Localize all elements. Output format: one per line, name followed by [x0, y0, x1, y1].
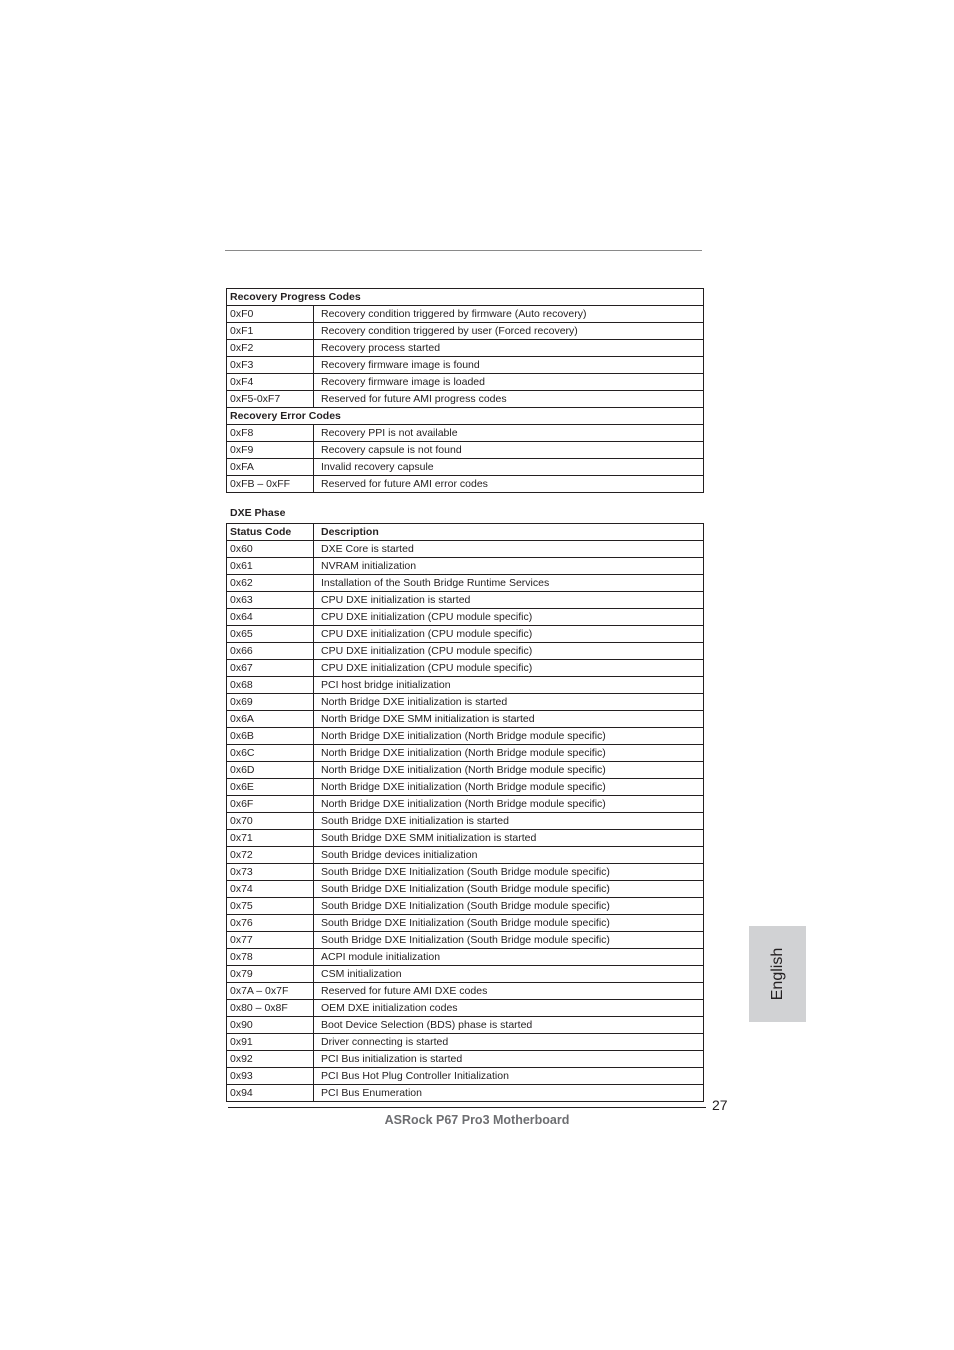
description-cell: PCI Bus Hot Plug Controller Initialization — [314, 1068, 704, 1085]
description-cell: Invalid recovery capsule — [314, 459, 704, 476]
description-cell: Installation of the South Bridge Runtime Services — [314, 575, 704, 592]
description-cell: Reserved for future AMI progress codes — [314, 391, 704, 408]
table-row — [227, 677, 704, 694]
status-code-cell: 0xFA — [227, 459, 314, 476]
table-row — [227, 779, 704, 796]
table-row — [227, 898, 704, 915]
status-code-cell: 0x72 — [227, 847, 314, 864]
table-row — [227, 932, 704, 949]
status-code-cell: 0xF9 — [227, 442, 314, 459]
table-row — [227, 626, 704, 643]
status-code-cell: 0x73 — [227, 864, 314, 881]
status-code-cell: 0x78 — [227, 949, 314, 966]
description-cell: North Bridge DXE initialization (North Bridge module specific) — [314, 762, 704, 779]
description-cell: North Bridge DXE SMM initialization is started — [314, 711, 704, 728]
description-cell: NVRAM initialization — [314, 558, 704, 575]
description-cell: South Bridge DXE Initialization (South Bridge module specific) — [314, 864, 704, 881]
status-code-cell: 0x6A — [227, 711, 314, 728]
section-title: Recovery Progress Codes — [227, 289, 704, 306]
description-cell: ACPI module initialization — [314, 949, 704, 966]
description-cell: Driver connecting is started — [314, 1034, 704, 1051]
table-row — [227, 813, 704, 830]
status-code-cell: 0x67 — [227, 660, 314, 677]
table-row — [227, 864, 704, 881]
table-row — [227, 541, 704, 558]
status-code-cell: 0x90 — [227, 1017, 314, 1034]
status-code-cell: 0x77 — [227, 932, 314, 949]
language-tab-label: English — [768, 947, 786, 1001]
dxe-phase-caption: DXE Phase — [230, 507, 286, 519]
status-code-cell: 0x71 — [227, 830, 314, 847]
description-cell: DXE Core is started — [314, 541, 704, 558]
description-cell: Recovery firmware image is found — [314, 357, 704, 374]
section-header-row — [227, 289, 704, 306]
status-code-cell: 0x79 — [227, 966, 314, 983]
description-cell: Recovery capsule is not found — [314, 442, 704, 459]
table-row — [227, 459, 704, 476]
description-cell: PCI Bus initialization is started — [314, 1051, 704, 1068]
status-code-cell: 0xFB – 0xFF — [227, 476, 314, 493]
description-cell: Recovery firmware image is loaded — [314, 374, 704, 391]
table-row — [227, 847, 704, 864]
status-code-cell: 0xF8 — [227, 425, 314, 442]
description-header: Description — [314, 524, 704, 541]
table-row — [227, 442, 704, 459]
status-code-cell: 0x66 — [227, 643, 314, 660]
status-code-cell: 0xF0 — [227, 306, 314, 323]
status-code-cell: 0x61 — [227, 558, 314, 575]
table-row — [227, 745, 704, 762]
status-code-cell: 0x76 — [227, 915, 314, 932]
table-row — [227, 306, 704, 323]
description-cell: North Bridge DXE initialization (North Bridge module specific) — [314, 779, 704, 796]
description-cell: Recovery PPI is not available — [314, 425, 704, 442]
description-cell: South Bridge DXE Initialization (South Bridge module specific) — [314, 932, 704, 949]
status-code-cell: 0x80 – 0x8F — [227, 1000, 314, 1017]
description-cell: South Bridge DXE Initialization (South Bridge module specific) — [314, 915, 704, 932]
status-code-cell: 0xF5-0xF7 — [227, 391, 314, 408]
description-cell: Boot Device Selection (BDS) phase is started — [314, 1017, 704, 1034]
description-cell: CPU DXE initialization (CPU module specific) — [314, 626, 704, 643]
table-row — [227, 1017, 704, 1034]
table-row — [227, 1000, 704, 1017]
table-row — [227, 1034, 704, 1051]
description-cell: PCI host bridge initialization — [314, 677, 704, 694]
dxe-phase-table — [226, 523, 704, 1102]
description-cell: South Bridge DXE Initialization (South Bridge module specific) — [314, 881, 704, 898]
table-row — [227, 323, 704, 340]
table-row — [227, 1085, 704, 1102]
description-cell: CPU DXE initialization (CPU module specific) — [314, 609, 704, 626]
description-cell: South Bridge devices initialization — [314, 847, 704, 864]
footer-product-name: ASRock P67 Pro3 Motherboard — [384, 1113, 570, 1127]
top-rule — [225, 250, 702, 251]
status-code-cell: 0x64 — [227, 609, 314, 626]
table-row — [227, 711, 704, 728]
status-code-cell: 0x75 — [227, 898, 314, 915]
status-code-cell: 0x92 — [227, 1051, 314, 1068]
status-code-cell: 0x68 — [227, 677, 314, 694]
status-code-cell: 0x74 — [227, 881, 314, 898]
description-cell: Recovery condition triggered by firmware (Auto recovery) — [314, 306, 704, 323]
table-row — [227, 391, 704, 408]
description-cell: South Bridge DXE Initialization (South Bridge module specific) — [314, 898, 704, 915]
description-cell: North Bridge DXE initialization (North Bridge module specific) — [314, 796, 704, 813]
status-code-cell: 0xF3 — [227, 357, 314, 374]
status-code-cell: 0x6B — [227, 728, 314, 745]
section-header-row — [227, 408, 704, 425]
status-code-cell: 0x65 — [227, 626, 314, 643]
table-row — [227, 374, 704, 391]
table-row — [227, 660, 704, 677]
status-code-cell: 0x62 — [227, 575, 314, 592]
footer-rule — [228, 1107, 706, 1108]
description-cell: CPU DXE initialization is started — [314, 592, 704, 609]
description-cell: South Bridge DXE SMM initialization is started — [314, 830, 704, 847]
table-row — [227, 983, 704, 1000]
status-code-cell: 0x91 — [227, 1034, 314, 1051]
status-code-cell: 0x6F — [227, 796, 314, 813]
language-tab — [749, 926, 806, 1022]
status-code-cell: 0xF1 — [227, 323, 314, 340]
table-row — [227, 796, 704, 813]
table-header-row — [227, 524, 704, 541]
description-cell: CPU DXE initialization (CPU module specific) — [314, 643, 704, 660]
description-cell: Reserved for future AMI DXE codes — [314, 983, 704, 1000]
table-row — [227, 762, 704, 779]
table-row — [227, 966, 704, 983]
status-code-cell: 0x60 — [227, 541, 314, 558]
status-code-cell: 0xF2 — [227, 340, 314, 357]
table-row — [227, 881, 704, 898]
section-title: Recovery Error Codes — [227, 408, 704, 425]
status-code-cell: 0x6E — [227, 779, 314, 796]
table-row — [227, 949, 704, 966]
table-row — [227, 1068, 704, 1085]
recovery-codes-table — [226, 288, 704, 493]
table-row — [227, 575, 704, 592]
status-code-cell: 0x6C — [227, 745, 314, 762]
description-cell: North Bridge DXE initialization (North Bridge module specific) — [314, 728, 704, 745]
status-code-cell: 0xF4 — [227, 374, 314, 391]
table-row — [227, 558, 704, 575]
description-cell: North Bridge DXE initialization is started — [314, 694, 704, 711]
table-row — [227, 694, 704, 711]
table-row — [227, 728, 704, 745]
description-cell: Recovery process started — [314, 340, 704, 357]
description-cell: Reserved for future AMI error codes — [314, 476, 704, 493]
description-cell: Recovery condition triggered by user (Forced recovery) — [314, 323, 704, 340]
table-row — [227, 915, 704, 932]
table-row — [227, 830, 704, 847]
table-row — [227, 476, 704, 493]
table-row — [227, 357, 704, 374]
page-number: 27 — [712, 1097, 728, 1113]
status-code-cell: 0x94 — [227, 1085, 314, 1102]
table-row — [227, 643, 704, 660]
status-code-cell: 0x93 — [227, 1068, 314, 1085]
table-row — [227, 1051, 704, 1068]
table-row — [227, 425, 704, 442]
description-cell: CPU DXE initialization (CPU module specific) — [314, 660, 704, 677]
status-code-cell: 0x69 — [227, 694, 314, 711]
description-cell: CSM initialization — [314, 966, 704, 983]
table-row — [227, 340, 704, 357]
description-cell: OEM DXE initialization codes — [314, 1000, 704, 1017]
status-code-cell: 0x7A – 0x7F — [227, 983, 314, 1000]
status-code-cell: 0x70 — [227, 813, 314, 830]
status-code-header: Status Code — [227, 524, 314, 541]
description-cell: South Bridge DXE initialization is started — [314, 813, 704, 830]
status-code-cell: 0x63 — [227, 592, 314, 609]
description-cell: PCI Bus Enumeration — [314, 1085, 704, 1102]
description-cell: North Bridge DXE initialization (North Bridge module specific) — [314, 745, 704, 762]
table-row — [227, 609, 704, 626]
table-row — [227, 592, 704, 609]
status-code-cell: 0x6D — [227, 762, 314, 779]
